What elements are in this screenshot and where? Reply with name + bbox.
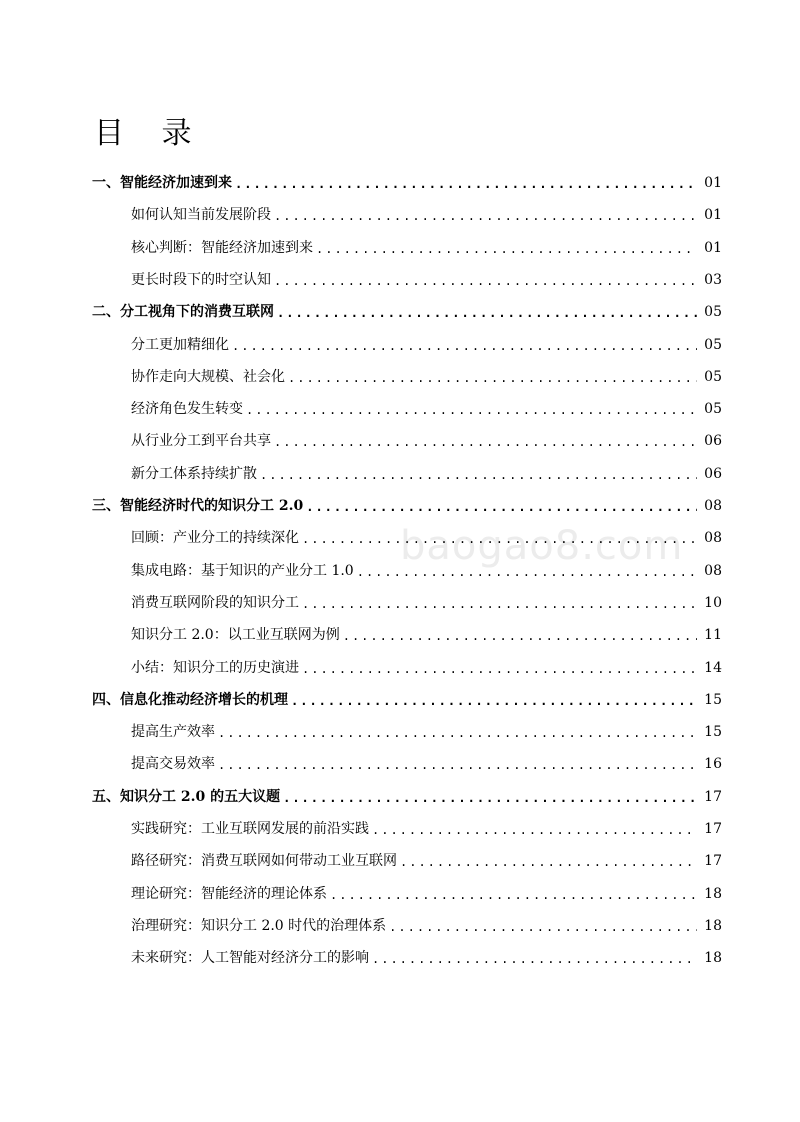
toc-chapter-entry[interactable] [92,297,722,321]
toc-entry-title: 五、知识分工 2.0 的五大议题 [92,788,281,805]
toc-section-entry[interactable] [131,879,722,903]
toc-page-number: 15 [704,691,722,708]
toc-section-entry[interactable] [131,588,722,612]
toc-section-entry[interactable] [131,265,722,289]
toc-leader-dots [389,919,697,935]
toc-entry-title: 更长时段下的时空认知 [131,271,271,288]
toc-page-number: 17 [704,821,722,837]
toc-chapter-entry[interactable] [92,491,722,515]
toc-page-number: 06 [704,433,722,450]
toc-section-entry[interactable] [131,846,722,870]
toc-page-number: 17 [704,788,722,805]
toc-leader-dots [372,951,697,967]
toc-leader-dots [274,273,697,289]
toc-entry-title: 一、智能经济加速到来 [92,175,232,191]
toc-leader-dots [283,790,697,806]
toc-section-entry[interactable] [131,200,722,224]
toc-section-entry[interactable] [131,943,722,967]
toc-leader-dots [372,822,697,838]
toc-leader-dots [218,725,697,741]
toc-page-number: 08 [704,498,722,514]
toc-leader-dots [274,434,697,450]
toc-leader-dots [277,305,697,321]
toc-section-entry[interactable] [131,814,722,838]
toc-leader-dots [246,402,697,418]
toc-section-entry[interactable] [131,523,722,547]
toc-leader-dots [302,661,697,677]
toc-entry-title: 小结：知识分工的历史演进 [131,659,299,676]
toc-page-number: 18 [704,950,722,967]
toc-section-entry[interactable] [131,362,722,386]
toc-leader-dots [288,370,697,386]
toc-entry-title: 四、信息化推动经济增长的机理 [92,691,288,708]
toc-page-number: 01 [704,175,722,191]
toc-section-entry[interactable] [131,749,722,773]
toc-entry-title: 提高交易效率 [131,756,215,773]
toc-page-number: 08 [704,530,722,547]
toc-entry-title: 从行业分工到平台共享 [131,433,271,450]
toc-page-number: 08 [704,562,722,579]
toc-entry-title: 消费互联网阶段的知识分工 [131,594,299,611]
toc-leader-dots [232,338,697,354]
toc-entry-title: 新分工体系持续扩散 [131,465,257,482]
toc-leader-dots [302,531,697,547]
toc-chapter-entry[interactable] [92,685,722,709]
toc-section-entry[interactable] [131,330,722,354]
toc-section-entry[interactable] [131,620,722,644]
toc-entry-title: 三、智能经济时代的知识分工 2.0 [92,498,304,514]
toc-section-entry[interactable] [131,426,722,450]
toc-entry-title: 提高生产效率 [131,724,215,741]
toc-chapter-entry[interactable] [92,168,722,192]
page-title: 目 录 [94,116,206,151]
toc-page-number: 14 [704,659,722,676]
toc-page-number: 03 [704,271,722,288]
toc-page-number: 16 [704,756,722,773]
toc-entry-title: 未来研究：人工智能对经济分工的影响 [131,950,369,967]
toc-entry-title: 经济角色发生转变 [131,401,243,418]
toc-leader-dots [274,208,697,224]
toc-page-number: 11 [704,627,722,644]
toc-entry-title: 回顾：产业分工的持续深化 [131,530,299,547]
toc-chapter-entry[interactable] [92,782,722,806]
toc-leader-dots [343,628,697,644]
toc-entry-title: 治理研究：知识分工 2.0 时代的治理体系 [131,917,387,934]
toc-page-number: 10 [704,594,722,611]
toc-entry-title: 知识分工 2.0：以工业互联网为例 [131,627,340,644]
toc-entry-title: 理论研究：智能经济的理论体系 [131,885,327,902]
toc-page-number: 18 [704,917,722,934]
toc-page-number: 05 [704,368,722,385]
toc-section-entry[interactable] [131,233,722,257]
toc-section-entry[interactable] [131,911,722,935]
toc-leader-dots [357,564,697,580]
toc-section-entry[interactable] [131,459,722,483]
toc-page-number: 18 [704,885,722,902]
toc-page-number: 05 [704,304,722,321]
toc-leader-dots [316,241,697,257]
toc-page-number: 05 [704,336,722,353]
toc-page-number: 05 [704,401,722,418]
toc-section-entry[interactable] [131,556,722,580]
toc-leader-dots [302,596,697,612]
toc-section-entry[interactable] [131,394,722,418]
toc-leader-dots [235,176,697,192]
toc-leader-dots [260,467,697,483]
toc-entry-title: 路径研究：消费互联网如何带动工业互联网 [131,853,397,870]
toc-page-number: 15 [704,724,722,741]
toc-entry-title: 协作走向大规模、社会化 [131,368,285,385]
toc-leader-dots [291,693,697,709]
toc-leader-dots [400,854,697,870]
toc-page-number: 01 [704,239,722,256]
toc-entry-title: 二、分工视角下的消费互联网 [92,304,274,321]
toc-page-number: 06 [704,465,722,482]
toc-section-entry[interactable] [131,717,722,741]
toc-leader-dots [330,887,697,903]
toc-entry-title: 如何认知当前发展阶段 [131,207,271,224]
toc-entry-title: 集成电路：基于知识的产业分工 1.0 [131,562,354,579]
toc-section-entry[interactable] [131,653,722,677]
toc-entry-title: 核心判断：智能经济加速到来 [131,239,313,256]
toc-entry-title: 分工更加精细化 [131,336,229,353]
watermark: baogao8.com [400,523,684,569]
toc-leader-dots [306,499,697,515]
toc-entry-title: 实践研究：工业互联网发展的前沿实践 [131,821,369,837]
toc-page-number: 01 [704,207,722,224]
toc-page-number: 17 [704,853,722,870]
toc-leader-dots [218,757,697,773]
